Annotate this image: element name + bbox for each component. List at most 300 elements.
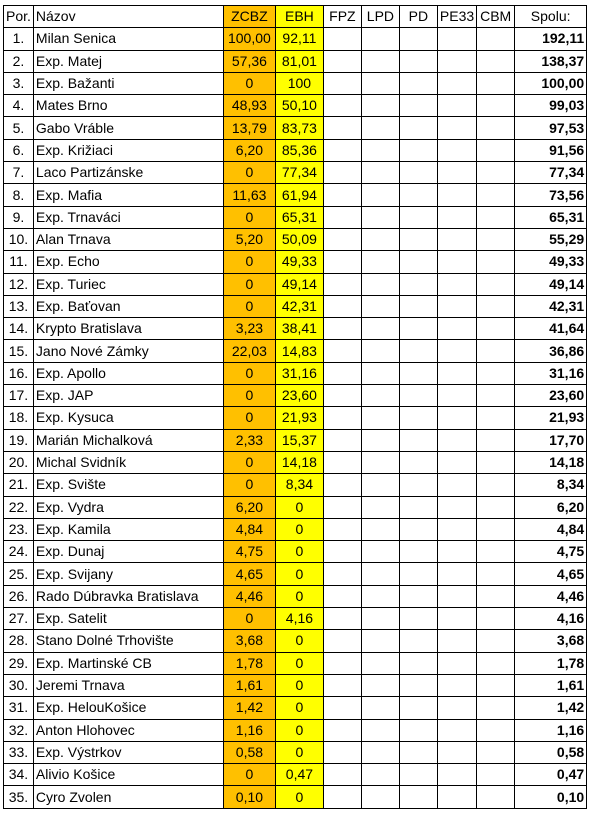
cell-ebh[interactable]: 0 (275, 786, 323, 808)
cell-pd[interactable] (399, 206, 437, 228)
cell-cbm[interactable] (477, 273, 515, 295)
cell-zcbz[interactable]: 1,16 (223, 719, 275, 741)
cell-cbm[interactable] (477, 719, 515, 741)
cell-zcbz[interactable]: 0 (223, 273, 275, 295)
cell-zcbz[interactable]: 1,61 (223, 674, 275, 696)
cell-lpd[interactable] (361, 563, 399, 585)
cell-fpz[interactable] (323, 674, 361, 696)
cell-ebh[interactable]: 81,01 (275, 50, 323, 72)
cell-fpz[interactable] (323, 608, 361, 630)
cell-pe33[interactable] (437, 162, 476, 184)
cell-nazov[interactable]: Exp. HelouKošice (33, 697, 223, 719)
cell-nazov[interactable]: Exp. Dunaj (33, 541, 223, 563)
cell-zcbz[interactable]: 0 (223, 764, 275, 786)
cell-spolu[interactable]: 1,61 (515, 674, 587, 696)
cell-ebh[interactable]: 14,83 (275, 340, 323, 362)
cell-cbm[interactable] (477, 362, 515, 384)
cell-cbm[interactable] (477, 139, 515, 161)
cell-lpd[interactable] (361, 674, 399, 696)
cell-pd[interactable] (399, 251, 437, 273)
cell-nazov[interactable]: Milan Senica (33, 28, 223, 50)
cell-spolu[interactable]: 21,93 (515, 407, 587, 429)
cell-lpd[interactable] (361, 608, 399, 630)
cell-pd[interactable] (399, 72, 437, 94)
cell-spolu[interactable]: 55,29 (515, 228, 587, 250)
cell-spolu[interactable]: 49,33 (515, 251, 587, 273)
cell-ebh[interactable]: 0 (275, 585, 323, 607)
cell-nazov[interactable]: Exp. Svište (33, 474, 223, 496)
cell-ebh[interactable]: 14,18 (275, 451, 323, 473)
cell-ebh[interactable]: 0 (275, 541, 323, 563)
cell-fpz[interactable] (323, 652, 361, 674)
cell-spolu[interactable]: 77,34 (515, 162, 587, 184)
cell-pe33[interactable] (437, 541, 476, 563)
cell-lpd[interactable] (361, 228, 399, 250)
cell-fpz[interactable] (323, 184, 361, 206)
cell-cbm[interactable] (477, 541, 515, 563)
header-cbm[interactable]: CBM (477, 6, 515, 28)
cell-pd[interactable] (399, 563, 437, 585)
cell-nazov[interactable]: Rado Dúbravka Bratislava (33, 585, 223, 607)
cell-por[interactable]: 28. (4, 630, 34, 652)
cell-lpd[interactable] (361, 652, 399, 674)
cell-nazov[interactable]: Alan Trnava (33, 228, 223, 250)
cell-lpd[interactable] (361, 206, 399, 228)
cell-cbm[interactable] (477, 496, 515, 518)
cell-spolu[interactable]: 3,68 (515, 630, 587, 652)
cell-nazov[interactable]: Stano Dolné Trhovište (33, 630, 223, 652)
cell-pe33[interactable] (437, 318, 476, 340)
cell-lpd[interactable] (361, 541, 399, 563)
cell-cbm[interactable] (477, 206, 515, 228)
cell-fpz[interactable] (323, 362, 361, 384)
cell-ebh[interactable]: 21,93 (275, 407, 323, 429)
cell-pd[interactable] (399, 585, 437, 607)
cell-fpz[interactable] (323, 630, 361, 652)
cell-nazov[interactable]: Exp. Turiec (33, 273, 223, 295)
cell-nazov[interactable]: Exp. Križiaci (33, 139, 223, 161)
cell-cbm[interactable] (477, 318, 515, 340)
cell-zcbz[interactable]: 0 (223, 162, 275, 184)
cell-lpd[interactable] (361, 518, 399, 540)
cell-cbm[interactable] (477, 741, 515, 763)
cell-ebh[interactable]: 0 (275, 652, 323, 674)
header-nazov[interactable]: Názov (33, 6, 223, 28)
cell-spolu[interactable]: 4,16 (515, 608, 587, 630)
cell-cbm[interactable] (477, 451, 515, 473)
header-zcbz[interactable]: ZCBZ (223, 6, 275, 28)
cell-spolu[interactable]: 6,20 (515, 496, 587, 518)
cell-lpd[interactable] (361, 362, 399, 384)
cell-por[interactable]: 18. (4, 407, 34, 429)
cell-fpz[interactable] (323, 496, 361, 518)
cell-spolu[interactable]: 4,75 (515, 541, 587, 563)
cell-nazov[interactable]: Exp. Satelit (33, 608, 223, 630)
cell-fpz[interactable] (323, 719, 361, 741)
cell-pd[interactable] (399, 697, 437, 719)
cell-fpz[interactable] (323, 95, 361, 117)
header-ebh[interactable]: EBH (275, 6, 323, 28)
cell-ebh[interactable]: 15,37 (275, 429, 323, 451)
cell-nazov[interactable]: Gabo Vráble (33, 117, 223, 139)
cell-pd[interactable] (399, 162, 437, 184)
cell-nazov[interactable]: Exp. Kysuca (33, 407, 223, 429)
cell-zcbz[interactable]: 48,93 (223, 95, 275, 117)
cell-spolu[interactable]: 4,46 (515, 585, 587, 607)
cell-fpz[interactable] (323, 697, 361, 719)
cell-zcbz[interactable]: 6,20 (223, 139, 275, 161)
cell-cbm[interactable] (477, 652, 515, 674)
cell-fpz[interactable] (323, 251, 361, 273)
cell-pe33[interactable] (437, 518, 476, 540)
cell-ebh[interactable]: 0,47 (275, 764, 323, 786)
cell-pd[interactable] (399, 273, 437, 295)
cell-por[interactable]: 33. (4, 741, 34, 763)
header-pe33[interactable]: PE33 (437, 6, 476, 28)
cell-cbm[interactable] (477, 50, 515, 72)
cell-spolu[interactable]: 42,31 (515, 295, 587, 317)
cell-pd[interactable] (399, 764, 437, 786)
cell-cbm[interactable] (477, 585, 515, 607)
cell-pd[interactable] (399, 50, 437, 72)
cell-fpz[interactable] (323, 340, 361, 362)
cell-cbm[interactable] (477, 608, 515, 630)
cell-ebh[interactable]: 23,60 (275, 385, 323, 407)
cell-por[interactable]: 5. (4, 117, 34, 139)
cell-zcbz[interactable]: 3,68 (223, 630, 275, 652)
cell-pe33[interactable] (437, 652, 476, 674)
cell-lpd[interactable] (361, 139, 399, 161)
cell-por[interactable]: 14. (4, 318, 34, 340)
cell-nazov[interactable]: Exp. Mafia (33, 184, 223, 206)
cell-zcbz[interactable]: 3,23 (223, 318, 275, 340)
cell-zcbz[interactable]: 57,36 (223, 50, 275, 72)
cell-pe33[interactable] (437, 585, 476, 607)
cell-cbm[interactable] (477, 697, 515, 719)
cell-cbm[interactable] (477, 786, 515, 808)
cell-fpz[interactable] (323, 541, 361, 563)
cell-cbm[interactable] (477, 28, 515, 50)
cell-por[interactable]: 6. (4, 139, 34, 161)
cell-por[interactable]: 2. (4, 50, 34, 72)
cell-pd[interactable] (399, 340, 437, 362)
cell-pe33[interactable] (437, 429, 476, 451)
cell-por[interactable]: 34. (4, 764, 34, 786)
cell-nazov[interactable]: Krypto Bratislava (33, 318, 223, 340)
cell-lpd[interactable] (361, 786, 399, 808)
cell-pd[interactable] (399, 786, 437, 808)
cell-spolu[interactable]: 36,86 (515, 340, 587, 362)
cell-lpd[interactable] (361, 451, 399, 473)
cell-por[interactable]: 7. (4, 162, 34, 184)
cell-pe33[interactable] (437, 741, 476, 763)
cell-pd[interactable] (399, 228, 437, 250)
cell-por[interactable]: 3. (4, 72, 34, 94)
cell-zcbz[interactable]: 100,00 (223, 28, 275, 50)
cell-zcbz[interactable]: 5,20 (223, 228, 275, 250)
cell-zcbz[interactable]: 4,75 (223, 541, 275, 563)
cell-zcbz[interactable]: 11,63 (223, 184, 275, 206)
cell-nazov[interactable]: Jano Nové Zámky (33, 340, 223, 362)
cell-zcbz[interactable]: 13,79 (223, 117, 275, 139)
cell-pd[interactable] (399, 719, 437, 741)
cell-spolu[interactable]: 23,60 (515, 385, 587, 407)
cell-lpd[interactable] (361, 719, 399, 741)
cell-pd[interactable] (399, 608, 437, 630)
cell-ebh[interactable]: 0 (275, 496, 323, 518)
cell-nazov[interactable]: Cyro Zvolen (33, 786, 223, 808)
cell-lpd[interactable] (361, 385, 399, 407)
cell-zcbz[interactable]: 0 (223, 385, 275, 407)
cell-pe33[interactable] (437, 50, 476, 72)
cell-nazov[interactable]: Exp. Apollo (33, 362, 223, 384)
cell-lpd[interactable] (361, 273, 399, 295)
cell-spolu[interactable]: 0,47 (515, 764, 587, 786)
cell-pe33[interactable] (437, 184, 476, 206)
cell-por[interactable]: 32. (4, 719, 34, 741)
cell-zcbz[interactable]: 0 (223, 206, 275, 228)
cell-lpd[interactable] (361, 295, 399, 317)
cell-nazov[interactable]: Exp. Trnaváci (33, 206, 223, 228)
cell-nazov[interactable]: Laco Partizánske (33, 162, 223, 184)
cell-pd[interactable] (399, 474, 437, 496)
cell-por[interactable]: 15. (4, 340, 34, 362)
cell-lpd[interactable] (361, 585, 399, 607)
cell-cbm[interactable] (477, 162, 515, 184)
cell-por[interactable]: 21. (4, 474, 34, 496)
cell-fpz[interactable] (323, 295, 361, 317)
cell-fpz[interactable] (323, 429, 361, 451)
cell-por[interactable]: 16. (4, 362, 34, 384)
cell-spolu[interactable]: 65,31 (515, 206, 587, 228)
cell-fpz[interactable] (323, 273, 361, 295)
cell-fpz[interactable] (323, 563, 361, 585)
cell-fpz[interactable] (323, 72, 361, 94)
cell-pd[interactable] (399, 429, 437, 451)
cell-cbm[interactable] (477, 630, 515, 652)
cell-pe33[interactable] (437, 28, 476, 50)
cell-ebh[interactable]: 85,36 (275, 139, 323, 161)
cell-lpd[interactable] (361, 429, 399, 451)
cell-spolu[interactable]: 1,16 (515, 719, 587, 741)
cell-nazov[interactable]: Exp. Výstrkov (33, 741, 223, 763)
cell-zcbz[interactable]: 0 (223, 608, 275, 630)
cell-ebh[interactable]: 4,16 (275, 608, 323, 630)
cell-nazov[interactable]: Exp. Matej (33, 50, 223, 72)
cell-fpz[interactable] (323, 206, 361, 228)
cell-por[interactable]: 29. (4, 652, 34, 674)
cell-nazov[interactable]: Exp. Svijany (33, 563, 223, 585)
cell-pd[interactable] (399, 95, 437, 117)
cell-por[interactable]: 17. (4, 385, 34, 407)
cell-lpd[interactable] (361, 340, 399, 362)
cell-por[interactable]: 4. (4, 95, 34, 117)
cell-lpd[interactable] (361, 72, 399, 94)
cell-spolu[interactable]: 4,65 (515, 563, 587, 585)
cell-por[interactable]: 10. (4, 228, 34, 250)
cell-spolu[interactable]: 41,64 (515, 318, 587, 340)
cell-spolu[interactable]: 138,37 (515, 50, 587, 72)
cell-nazov[interactable]: Exp. Echo (33, 251, 223, 273)
cell-cbm[interactable] (477, 674, 515, 696)
cell-fpz[interactable] (323, 228, 361, 250)
cell-zcbz[interactable]: 0,58 (223, 741, 275, 763)
cell-fpz[interactable] (323, 50, 361, 72)
cell-pe33[interactable] (437, 340, 476, 362)
cell-pe33[interactable] (437, 362, 476, 384)
cell-pd[interactable] (399, 184, 437, 206)
cell-zcbz[interactable]: 0 (223, 474, 275, 496)
cell-pe33[interactable] (437, 563, 476, 585)
cell-ebh[interactable]: 50,10 (275, 95, 323, 117)
cell-spolu[interactable]: 49,14 (515, 273, 587, 295)
cell-lpd[interactable] (361, 630, 399, 652)
cell-fpz[interactable] (323, 117, 361, 139)
cell-zcbz[interactable]: 0 (223, 362, 275, 384)
cell-ebh[interactable]: 38,41 (275, 318, 323, 340)
cell-nazov[interactable]: Exp. Baťovan (33, 295, 223, 317)
cell-pd[interactable] (399, 28, 437, 50)
cell-pe33[interactable] (437, 251, 476, 273)
cell-ebh[interactable]: 42,31 (275, 295, 323, 317)
cell-ebh[interactable]: 0 (275, 741, 323, 763)
cell-lpd[interactable] (361, 764, 399, 786)
cell-pd[interactable] (399, 362, 437, 384)
cell-pe33[interactable] (437, 474, 476, 496)
cell-nazov[interactable]: Alivio Košice (33, 764, 223, 786)
cell-zcbz[interactable]: 6,20 (223, 496, 275, 518)
cell-ebh[interactable]: 0 (275, 719, 323, 741)
cell-spolu[interactable]: 73,56 (515, 184, 587, 206)
cell-spolu[interactable]: 97,53 (515, 117, 587, 139)
cell-pd[interactable] (399, 496, 437, 518)
cell-cbm[interactable] (477, 251, 515, 273)
cell-zcbz[interactable]: 22,03 (223, 340, 275, 362)
cell-zcbz[interactable]: 1,42 (223, 697, 275, 719)
cell-lpd[interactable] (361, 407, 399, 429)
cell-por[interactable]: 35. (4, 786, 34, 808)
cell-nazov[interactable]: Exp. Martinské CB (33, 652, 223, 674)
cell-ebh[interactable]: 0 (275, 518, 323, 540)
header-por[interactable]: Por. (4, 6, 34, 28)
cell-zcbz[interactable]: 2,33 (223, 429, 275, 451)
cell-spolu[interactable]: 31,16 (515, 362, 587, 384)
cell-fpz[interactable] (323, 764, 361, 786)
cell-pe33[interactable] (437, 496, 476, 518)
cell-pd[interactable] (399, 318, 437, 340)
cell-ebh[interactable]: 31,16 (275, 362, 323, 384)
cell-pe33[interactable] (437, 117, 476, 139)
cell-pe33[interactable] (437, 206, 476, 228)
cell-cbm[interactable] (477, 474, 515, 496)
cell-pe33[interactable] (437, 407, 476, 429)
cell-lpd[interactable] (361, 741, 399, 763)
cell-pd[interactable] (399, 541, 437, 563)
cell-cbm[interactable] (477, 407, 515, 429)
cell-ebh[interactable]: 65,31 (275, 206, 323, 228)
header-lpd[interactable]: LPD (361, 6, 399, 28)
cell-ebh[interactable]: 0 (275, 674, 323, 696)
cell-lpd[interactable] (361, 28, 399, 50)
cell-por[interactable]: 30. (4, 674, 34, 696)
cell-spolu[interactable]: 17,70 (515, 429, 587, 451)
cell-spolu[interactable]: 1,78 (515, 652, 587, 674)
cell-por[interactable]: 22. (4, 496, 34, 518)
cell-ebh[interactable]: 0 (275, 697, 323, 719)
header-pd[interactable]: PD (399, 6, 437, 28)
cell-fpz[interactable] (323, 318, 361, 340)
cell-fpz[interactable] (323, 162, 361, 184)
cell-zcbz[interactable]: 4,84 (223, 518, 275, 540)
cell-ebh[interactable]: 49,33 (275, 251, 323, 273)
cell-pe33[interactable] (437, 295, 476, 317)
cell-fpz[interactable] (323, 474, 361, 496)
cell-cbm[interactable] (477, 764, 515, 786)
cell-cbm[interactable] (477, 518, 515, 540)
cell-por[interactable]: 11. (4, 251, 34, 273)
cell-spolu[interactable]: 14,18 (515, 451, 587, 473)
cell-spolu[interactable]: 4,84 (515, 518, 587, 540)
cell-cbm[interactable] (477, 184, 515, 206)
cell-fpz[interactable] (323, 786, 361, 808)
cell-pe33[interactable] (437, 697, 476, 719)
cell-nazov[interactable]: Michal Svidník (33, 451, 223, 473)
cell-lpd[interactable] (361, 184, 399, 206)
cell-ebh[interactable]: 50,09 (275, 228, 323, 250)
cell-por[interactable]: 23. (4, 518, 34, 540)
cell-lpd[interactable] (361, 318, 399, 340)
cell-por[interactable]: 13. (4, 295, 34, 317)
cell-fpz[interactable] (323, 451, 361, 473)
cell-por[interactable]: 8. (4, 184, 34, 206)
cell-spolu[interactable]: 0,10 (515, 786, 587, 808)
cell-fpz[interactable] (323, 585, 361, 607)
cell-pd[interactable] (399, 518, 437, 540)
cell-pe33[interactable] (437, 674, 476, 696)
cell-lpd[interactable] (361, 697, 399, 719)
cell-pe33[interactable] (437, 385, 476, 407)
cell-pd[interactable] (399, 674, 437, 696)
cell-fpz[interactable] (323, 385, 361, 407)
cell-pe33[interactable] (437, 139, 476, 161)
cell-spolu[interactable]: 100,00 (515, 72, 587, 94)
cell-ebh[interactable]: 77,34 (275, 162, 323, 184)
cell-fpz[interactable] (323, 28, 361, 50)
cell-pd[interactable] (399, 117, 437, 139)
cell-spolu[interactable]: 91,56 (515, 139, 587, 161)
cell-por[interactable]: 9. (4, 206, 34, 228)
cell-lpd[interactable] (361, 162, 399, 184)
cell-por[interactable]: 1. (4, 28, 34, 50)
cell-fpz[interactable] (323, 518, 361, 540)
cell-por[interactable]: 19. (4, 429, 34, 451)
header-spolu[interactable]: Spolu: (515, 6, 587, 28)
cell-cbm[interactable] (477, 429, 515, 451)
cell-cbm[interactable] (477, 117, 515, 139)
cell-pe33[interactable] (437, 630, 476, 652)
cell-cbm[interactable] (477, 563, 515, 585)
cell-por[interactable]: 27. (4, 608, 34, 630)
cell-ebh[interactable]: 83,73 (275, 117, 323, 139)
cell-pe33[interactable] (437, 95, 476, 117)
cell-por[interactable]: 25. (4, 563, 34, 585)
cell-spolu[interactable]: 192,11 (515, 28, 587, 50)
cell-cbm[interactable] (477, 385, 515, 407)
cell-spolu[interactable]: 8,34 (515, 474, 587, 496)
cell-nazov[interactable]: Anton Hlohovec (33, 719, 223, 741)
cell-spolu[interactable]: 1,42 (515, 697, 587, 719)
cell-lpd[interactable] (361, 474, 399, 496)
